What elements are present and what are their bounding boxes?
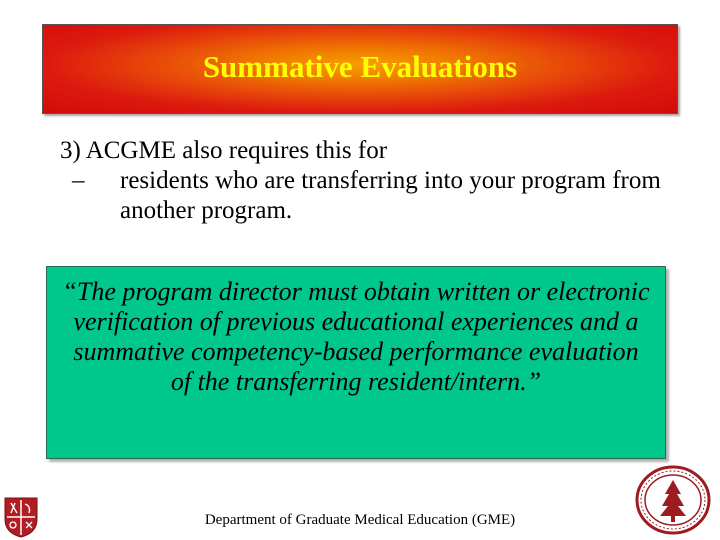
sub-bullet [72, 166, 680, 226]
footer-text: Department of Graduate Medical Education (GME) [204, 512, 516, 528]
bullet-main: 3) ACGME also requires this for [60, 137, 388, 164]
slide-title: Summative Evaluations [202, 49, 518, 84]
quote-text: “The program director must obtain written or electronic verification of previous educational experiences and a summative competency-based performance evaluation of the transferring resident/intern.” [62, 277, 650, 396]
sub-bullet-dash: – [72, 167, 85, 194]
bullet-list [60, 136, 680, 226]
title-banner [42, 24, 678, 114]
stanford-hospital-shield-icon [2, 495, 40, 539]
sub-bullet-text: residents who are transferring into your program from another program. [120, 167, 661, 224]
quote-box [46, 266, 666, 459]
stanford-university-seal-icon [632, 464, 714, 536]
